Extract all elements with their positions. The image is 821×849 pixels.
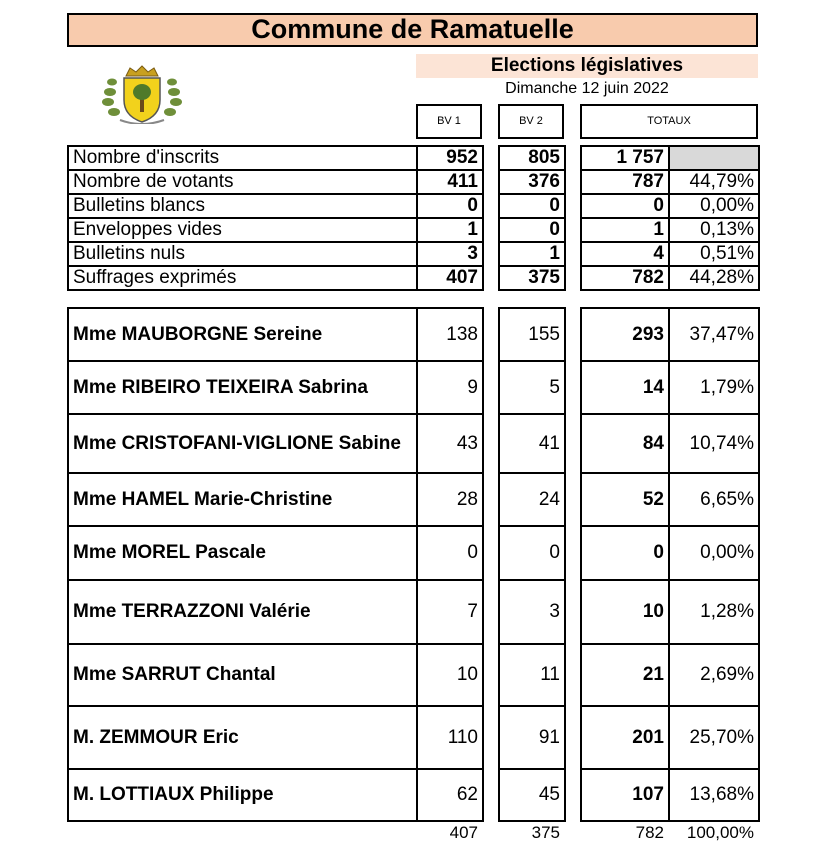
- column-gap: [483, 769, 499, 821]
- stats-pct: 0,00%: [669, 194, 759, 218]
- candidate-pct: 6,65%: [669, 473, 759, 526]
- column-gap: [483, 706, 499, 769]
- column-gap: [483, 266, 499, 290]
- coat-of-arms-logo: [100, 62, 184, 124]
- stats-bv1: 952: [417, 146, 483, 170]
- column-gap: [483, 473, 499, 526]
- turnout-table: [67, 145, 760, 291]
- footer-bv1: 407: [449, 823, 478, 842]
- candidate-bv1: 10: [417, 644, 483, 706]
- column-gap: [565, 644, 581, 706]
- candidate-row: [68, 361, 759, 414]
- stats-bv2: 0: [499, 218, 565, 242]
- candidate-bv2: 11: [499, 644, 565, 706]
- candidate-bv1: 110: [417, 706, 483, 769]
- column-gap: [565, 361, 581, 414]
- stats-total: 0: [581, 194, 669, 218]
- candidate-name: Mme RIBEIRO TEIXEIRA Sabrina: [68, 361, 417, 414]
- column-gap: [565, 218, 581, 242]
- candidate-bv2: 91: [499, 706, 565, 769]
- stats-bv2: 375: [499, 266, 565, 290]
- stats-row: [68, 194, 759, 218]
- column-gap: [483, 308, 499, 361]
- stats-row: [68, 266, 759, 290]
- stats-bv1: 3: [417, 242, 483, 266]
- candidate-row: [68, 414, 759, 473]
- stats-bv2: 1: [499, 242, 565, 266]
- candidate-pct: 0,00%: [669, 526, 759, 580]
- candidate-bv1: 43: [417, 414, 483, 473]
- stats-pct: 0,13%: [669, 218, 759, 242]
- candidate-total: 21: [581, 644, 669, 706]
- totals-row: [67, 821, 758, 845]
- stats-total: 1: [581, 218, 669, 242]
- stats-row: [68, 170, 759, 194]
- candidate-pct: 1,28%: [669, 580, 759, 644]
- candidate-name: Mme MOREL Pascale: [68, 526, 417, 580]
- stats-label: Bulletins blancs: [68, 194, 417, 218]
- column-gap: [483, 170, 499, 194]
- candidate-total: 201: [581, 706, 669, 769]
- candidate-pct: 25,70%: [669, 706, 759, 769]
- page-title: Commune de Ramatuelle: [67, 13, 758, 47]
- footer-pct: 100,00%: [686, 823, 754, 842]
- column-gap: [483, 644, 499, 706]
- candidate-pct: 10,74%: [669, 414, 759, 473]
- stats-bv2: 376: [499, 170, 565, 194]
- column-header-bv1: BV 1: [416, 104, 482, 139]
- stats-label: Nombre d'inscrits: [68, 146, 417, 170]
- stats-label: Enveloppes vides: [68, 218, 417, 242]
- stats-pct: 44,79%: [669, 170, 759, 194]
- candidate-name: Mme CRISTOFANI-VIGLIONE Sabine: [68, 414, 417, 473]
- column-header-totaux: TOTAUX: [580, 104, 758, 139]
- column-gap: [483, 361, 499, 414]
- column-gap: [483, 146, 499, 170]
- candidate-total: 52: [581, 473, 669, 526]
- candidate-name: Mme HAMEL Marie-Christine: [68, 473, 417, 526]
- candidate-name: M. ZEMMOUR Eric: [68, 706, 417, 769]
- column-header-bv2: BV 2: [498, 104, 564, 139]
- stats-bv2: 805: [499, 146, 565, 170]
- candidate-pct: 13,68%: [669, 769, 759, 821]
- stats-bv1: 0: [417, 194, 483, 218]
- column-gap: [483, 580, 499, 644]
- candidate-total: 10: [581, 580, 669, 644]
- stats-total: 4: [581, 242, 669, 266]
- column-gap: [565, 266, 581, 290]
- candidate-row: [68, 526, 759, 580]
- candidate-row: [68, 580, 759, 644]
- column-gap: [565, 414, 581, 473]
- candidate-name: Mme MAUBORGNE Sereine: [68, 308, 417, 361]
- candidate-bv2: 24: [499, 473, 565, 526]
- candidate-bv1: 28: [417, 473, 483, 526]
- candidate-bv2: 3: [499, 580, 565, 644]
- candidate-name: Mme SARRUT Chantal: [68, 644, 417, 706]
- stats-bv1: 407: [417, 266, 483, 290]
- column-gap: [565, 194, 581, 218]
- candidate-bv2: 155: [499, 308, 565, 361]
- stats-bv1: 1: [417, 218, 483, 242]
- candidate-row: [68, 308, 759, 361]
- stats-pct: [669, 146, 759, 170]
- stats-pct: 44,28%: [669, 266, 759, 290]
- stats-row: [68, 218, 759, 242]
- column-gap: [565, 526, 581, 580]
- stats-bv2: 0: [499, 194, 565, 218]
- candidate-total: 14: [581, 361, 669, 414]
- candidate-total: 0: [581, 526, 669, 580]
- stats-label: Nombre de votants: [68, 170, 417, 194]
- stats-label: Bulletins nuls: [68, 242, 417, 266]
- column-gap: [565, 308, 581, 361]
- column-gap: [483, 414, 499, 473]
- candidate-bv2: 45: [499, 769, 565, 821]
- column-gap: [483, 194, 499, 218]
- stats-total: 1 757: [581, 146, 669, 170]
- candidate-bv1: 0: [417, 526, 483, 580]
- candidate-name: M. LOTTIAUX Philippe: [68, 769, 417, 821]
- candidate-pct: 2,69%: [669, 644, 759, 706]
- candidate-bv2: 41: [499, 414, 565, 473]
- candidate-total: 293: [581, 308, 669, 361]
- candidate-row: [68, 644, 759, 706]
- candidate-bv2: 0: [499, 526, 565, 580]
- column-gap: [565, 170, 581, 194]
- candidate-pct: 37,47%: [669, 308, 759, 361]
- column-gap: [565, 146, 581, 170]
- election-title: Elections législatives: [416, 54, 758, 78]
- stats-pct: 0,51%: [669, 242, 759, 266]
- stats-total: 787: [581, 170, 669, 194]
- candidate-row: [68, 706, 759, 769]
- stats-bv1: 411: [417, 170, 483, 194]
- candidate-row: [68, 769, 759, 821]
- candidate-bv1: 138: [417, 308, 483, 361]
- column-gap: [565, 769, 581, 821]
- column-gap: [565, 473, 581, 526]
- candidate-bv1: 7: [417, 580, 483, 644]
- stats-row: [68, 242, 759, 266]
- candidate-total: 84: [581, 414, 669, 473]
- candidates-table: [67, 307, 760, 822]
- stats-row: [68, 146, 759, 170]
- candidate-name: Mme TERRAZZONI Valérie: [68, 580, 417, 644]
- candidate-bv2: 5: [499, 361, 565, 414]
- column-gap: [565, 706, 581, 769]
- footer-bv2: 375: [531, 823, 560, 842]
- footer-total: 782: [635, 823, 664, 842]
- column-gap: [483, 242, 499, 266]
- candidate-pct: 1,79%: [669, 361, 759, 414]
- candidate-row: [68, 473, 759, 526]
- stats-total: 782: [581, 266, 669, 290]
- election-date: Dimanche 12 juin 2022: [505, 80, 669, 97]
- candidate-bv1: 62: [417, 769, 483, 821]
- candidate-bv1: 9: [417, 361, 483, 414]
- stats-label: Suffrages exprimés: [68, 266, 417, 290]
- column-gap: [565, 580, 581, 644]
- candidate-total: 107: [581, 769, 669, 821]
- column-gap: [565, 242, 581, 266]
- column-gap: [483, 526, 499, 580]
- column-gap: [483, 218, 499, 242]
